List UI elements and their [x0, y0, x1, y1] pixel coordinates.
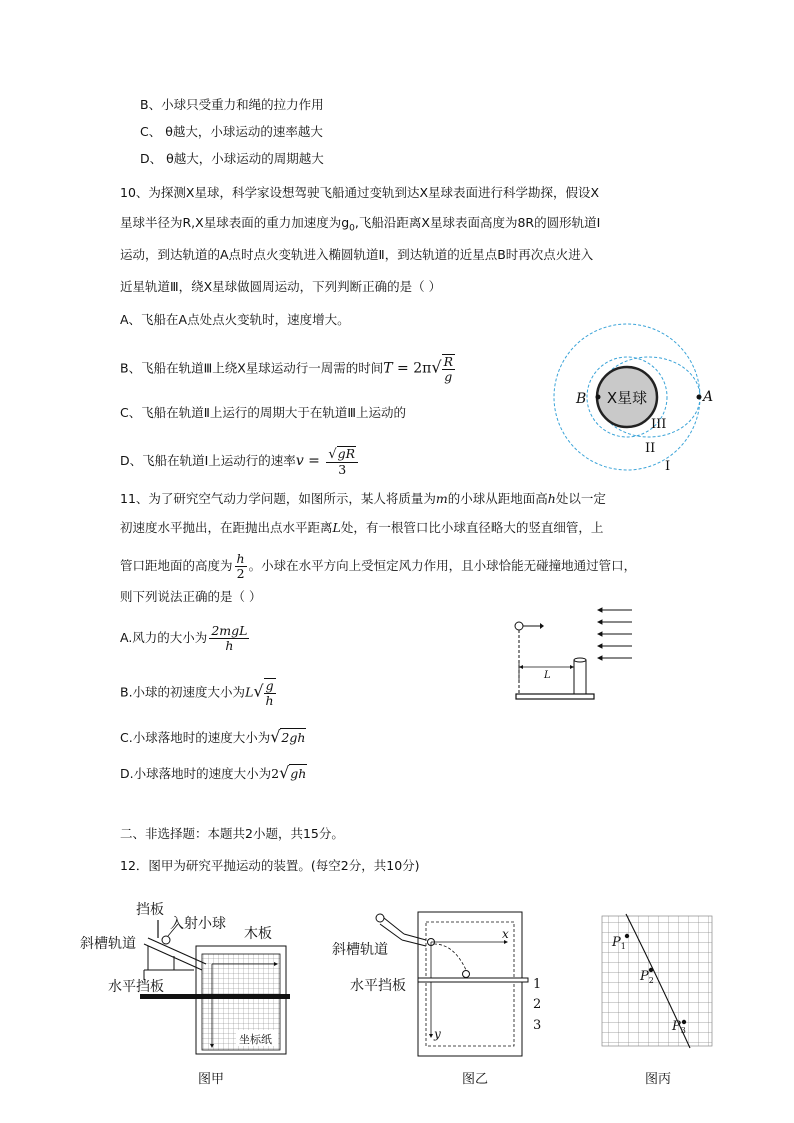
- q11-stem-line2: [120, 519, 603, 537]
- point-a-label: A: [703, 389, 714, 405]
- tube: [574, 660, 586, 694]
- q11-s3b: 。小球在水平方向上受恒定风力作用，且小球恰能无碰撞地通过管口，: [248, 558, 637, 573]
- q10-optd-num: gR: [337, 446, 356, 461]
- orbit-1-label: I: [665, 459, 671, 474]
- q11-s1h: h: [547, 491, 556, 506]
- q10-orbit-figure: [545, 318, 725, 478]
- q11-option-b: B.小球的初速度大小为L√ $\frac{g}{h}$: [120, 678, 274, 708]
- point-a-dot: [697, 395, 702, 400]
- q11-s3-den: 2: [236, 566, 245, 581]
- q11-option-a: [120, 624, 251, 653]
- p1-label: $P_1$: [612, 935, 626, 951]
- x-planet-label: X星球: [606, 389, 648, 407]
- q11-s2L: L: [332, 520, 341, 535]
- q10-optd-frac: [326, 446, 358, 477]
- q9-option-c: C、 θ越大，小球运动的速率越大: [140, 124, 323, 139]
- p2-label: $P_2$: [640, 969, 654, 985]
- q10-optb-text: B、飞船在轨道Ⅲ上绕X星球运动行一周需的时间: [120, 360, 384, 376]
- q11-optc-rad: 2gh: [281, 730, 306, 745]
- fig-jia-caption: 图甲: [198, 1072, 225, 1087]
- distance-label: L: [544, 670, 551, 681]
- q10-optd-text: D、飞船在轨道Ⅰ上运动行的速率: [120, 453, 296, 468]
- q11-stem-line4: 则下列说法正确的是（ ）: [120, 589, 262, 604]
- q11-optb-L: L: [245, 684, 254, 700]
- landing-ball: [463, 971, 470, 978]
- q11-optd-rad: gh: [290, 766, 307, 781]
- q11-optb-text: B.小球的初速度大小为: [120, 684, 246, 700]
- rushe-label: 入射小球: [170, 916, 226, 932]
- p2-dot: [649, 968, 653, 972]
- y-label: y: [434, 1027, 441, 1041]
- q10-option-d: [120, 446, 360, 477]
- q11-optb-frac: [264, 678, 276, 708]
- q11-s2b: 处，有一根管口比小球直径略大的竖直细管，上: [340, 520, 604, 535]
- point-b-label: B: [576, 391, 587, 407]
- q10-stem2-sub: 0: [349, 223, 355, 234]
- q10-optd-den: 3: [338, 462, 347, 477]
- q11-wind-figure: [508, 600, 638, 706]
- q11-s2a: 初速度水平抛出，在距抛出点水平距离: [120, 520, 333, 535]
- shuiping-label: 水平挡板: [108, 979, 164, 995]
- q10-optb-den: g: [444, 369, 453, 384]
- q10-stem2-b: ,飞船沿距离X星球表面高度为8R的圆形轨道Ⅰ: [354, 215, 601, 230]
- q11-s3-num: h: [236, 551, 245, 566]
- q10-optd-num-wrap: √gR: [326, 446, 358, 463]
- q10-optb-frac: [442, 354, 455, 384]
- ground: [516, 694, 594, 699]
- tube-top: [574, 658, 586, 662]
- q11-option-d: D.小球落地时的速度大小为2√gh: [120, 763, 307, 782]
- point-b-dot: [596, 395, 601, 400]
- q11-s3a: 管口距地面的高度为: [120, 558, 233, 573]
- q9-option-d: D、 θ越大，小球运动的周期越大: [140, 151, 324, 166]
- p1-dot: [625, 934, 629, 938]
- q10-stem2-a: 星球半径为R,X星球表面的重力加速度为g: [120, 215, 350, 230]
- q11-s1m: m: [435, 491, 448, 506]
- incident-ball: [162, 936, 170, 944]
- q10-stem-line1: 10、为探测X星球，科学家设想驾驶飞船通过变轨到达X星球表面进行科学勘探，假设X: [120, 185, 600, 200]
- xiecao-label: 斜槽轨道: [80, 936, 136, 952]
- q10-optb-T: T: [383, 360, 393, 377]
- chute-bottom: [144, 944, 202, 970]
- shuiping-yi-label: 水平挡板: [350, 978, 406, 994]
- fig-bing: [598, 912, 718, 1052]
- fig-yi: [330, 908, 560, 1058]
- fig-jia: [78, 898, 300, 1060]
- x-label: x: [502, 927, 509, 941]
- q10-stem-line4: 近星轨道Ⅲ，绕X星球做圆周运动，下列判断正确的是（ ）: [120, 279, 442, 294]
- q9-option-b: B、小球只受重力和绳的拉力作用: [140, 97, 324, 112]
- q11-optc-text: C.小球落地时的速度大小为: [120, 730, 271, 745]
- q11-stem-line3: [120, 552, 636, 581]
- wind-arrows: [598, 608, 632, 660]
- q11-s1b: 的小球从距地面高: [447, 491, 548, 506]
- muban-label: 木板: [244, 926, 272, 942]
- distance-arrow-l: [519, 665, 523, 669]
- q11-s1a: 11、为了研究空气动力学问题，如图所示，某人将质量为: [120, 491, 436, 506]
- dangban-label: 挡板: [136, 902, 164, 918]
- q11-s3-frac: [235, 552, 247, 581]
- section2-title: 二、非选择题：本题共2小题，共15分。: [120, 826, 344, 841]
- q10-option-b: B、飞船在轨道Ⅲ上绕X星球运动行一周需的时间T = 2π√ $\frac{R}{g}$: [120, 354, 453, 384]
- q10-stem-line2: [120, 214, 600, 238]
- q10-option-c: C、飞船在轨道Ⅱ上运行的周期大于在轨道Ⅲ上运动的: [120, 405, 406, 420]
- xiecao-yi-label: 斜槽轨道: [332, 942, 388, 958]
- q11-opta-num: 2mgL: [211, 623, 248, 638]
- fig-bing-caption: 图丙: [645, 1072, 672, 1087]
- distance-arrow-r: [570, 665, 574, 669]
- q11-option-c: C.小球落地时的速度大小为√2gh: [120, 727, 306, 746]
- q11-opta-frac: [209, 624, 249, 653]
- q11-optd-text: D.小球落地时的速度大小为: [120, 766, 272, 781]
- q11-optb-den: h: [265, 693, 274, 708]
- velocity-arrow-head: [540, 623, 544, 629]
- n3-label: 3: [533, 1018, 542, 1033]
- p3-label: $P_3$: [672, 1019, 686, 1035]
- q11-s1c: 处以一定: [555, 491, 606, 506]
- q10-optb-eq: = 2π: [392, 360, 432, 377]
- chute-yi-bottom: [380, 924, 402, 940]
- q10-optd-v: v: [295, 453, 304, 469]
- q11-stem-line1: [120, 490, 606, 508]
- p3-dot: [682, 1020, 686, 1024]
- q10-stem-line3: 运动，到达轨道的A点时点火变轨进入椭圆轨道Ⅱ，到达轨道的近星点B时再次点火进入: [120, 247, 594, 262]
- q10-optd-eq: =: [303, 453, 325, 469]
- q10-optb-num: R: [443, 354, 453, 369]
- chute-top-ball: [376, 914, 384, 922]
- q11-opta-text: A.风力的大小为: [120, 630, 208, 645]
- q11-optd-coef: 2: [271, 766, 280, 781]
- chute-yi-top: [384, 918, 404, 934]
- fig-yi-caption: 图乙: [462, 1072, 489, 1087]
- baffle-yi: [418, 978, 528, 982]
- orbit-3-label: III: [651, 417, 667, 432]
- ball: [515, 622, 523, 630]
- zuobiao-label: 坐标纸: [239, 1033, 272, 1046]
- q11-optb-num: g: [265, 678, 274, 693]
- q12-stem: 12．图甲为研究平抛运动的装置。(每空2分，共10分): [120, 858, 420, 873]
- n1-label: 1: [533, 977, 542, 992]
- q10-option-a: A、飞船在A点处点火变轨时，速度增大。: [120, 312, 350, 327]
- orbit-2-label: II: [645, 441, 656, 456]
- n2-label: 2: [533, 997, 542, 1012]
- q11-opta-den: h: [225, 638, 234, 653]
